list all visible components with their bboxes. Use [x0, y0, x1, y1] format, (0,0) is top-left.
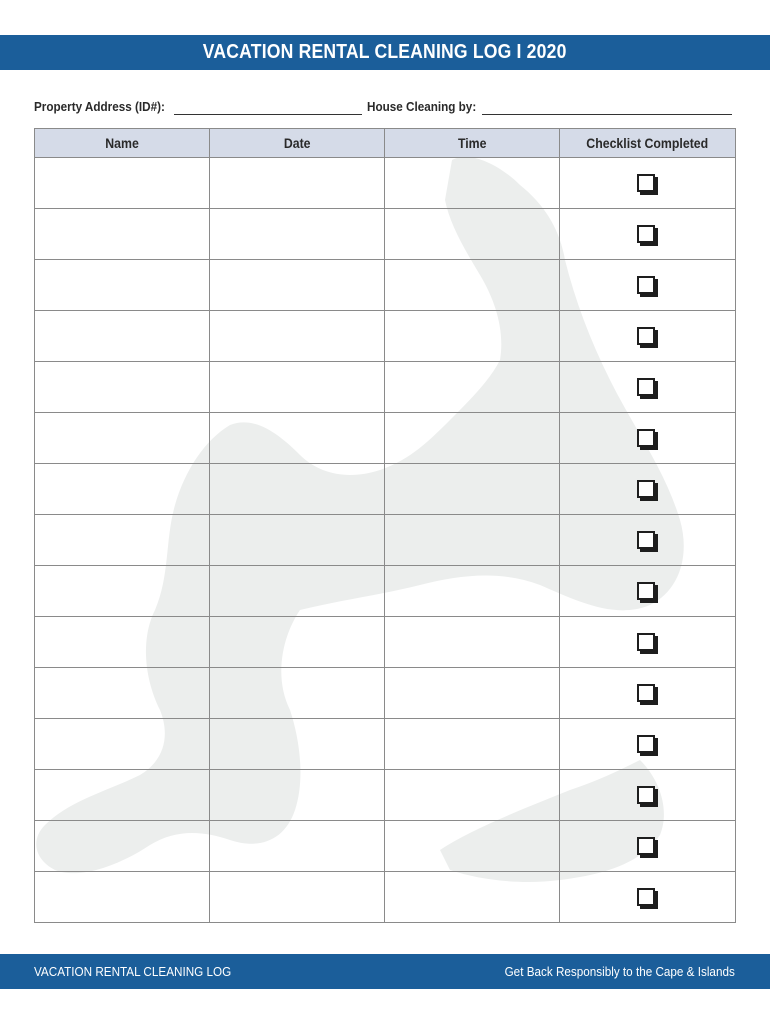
date-cell[interactable] [210, 260, 385, 311]
name-cell[interactable] [35, 821, 210, 872]
checkbox-icon[interactable] [637, 327, 655, 345]
time-cell[interactable] [385, 413, 560, 464]
table-row [35, 515, 736, 566]
table-row [35, 668, 736, 719]
checklist-cell [560, 617, 736, 668]
date-cell[interactable] [210, 464, 385, 515]
checkbox-icon[interactable] [637, 735, 655, 753]
checklist-cell [560, 311, 736, 362]
name-cell[interactable] [35, 872, 210, 923]
table-row [35, 617, 736, 668]
checklist-cell [560, 668, 736, 719]
checkbox-icon[interactable] [637, 633, 655, 651]
checklist-cell [560, 515, 736, 566]
checklist-cell [560, 158, 736, 209]
name-cell[interactable] [35, 668, 210, 719]
time-cell[interactable] [385, 770, 560, 821]
time-cell[interactable] [385, 209, 560, 260]
checkbox-icon[interactable] [637, 429, 655, 447]
time-cell[interactable] [385, 668, 560, 719]
checklist-cell [560, 770, 736, 821]
table-row [35, 770, 736, 821]
date-cell[interactable] [210, 413, 385, 464]
time-cell[interactable] [385, 872, 560, 923]
checklist-cell [560, 413, 736, 464]
name-cell[interactable] [35, 566, 210, 617]
checklist-cell [560, 821, 736, 872]
time-cell[interactable] [385, 617, 560, 668]
house-cleaning-label: House Cleaning by: [367, 99, 477, 114]
time-cell[interactable] [385, 362, 560, 413]
table-row [35, 311, 736, 362]
time-cell[interactable] [385, 566, 560, 617]
checkbox-icon[interactable] [637, 378, 655, 396]
property-address-label: Property Address (ID#): [34, 99, 165, 114]
column-header-name: Name [35, 129, 210, 158]
checkbox-icon[interactable] [637, 276, 655, 294]
checkbox-icon[interactable] [637, 582, 655, 600]
form-fields [34, 99, 734, 117]
date-cell[interactable] [210, 719, 385, 770]
checklist-cell [560, 872, 736, 923]
column-header-checklist: Checklist Completed [560, 129, 736, 158]
column-header-date: Date [210, 129, 385, 158]
checklist-cell [560, 719, 736, 770]
checklist-cell [560, 209, 736, 260]
checkbox-icon[interactable] [637, 786, 655, 804]
time-cell[interactable] [385, 464, 560, 515]
footer-title: VACATION RENTAL CLEANING LOG [34, 964, 232, 979]
date-cell[interactable] [210, 158, 385, 209]
checklist-cell [560, 566, 736, 617]
checklist-cell [560, 362, 736, 413]
checklist-cell [560, 464, 736, 515]
name-cell[interactable] [35, 719, 210, 770]
name-cell[interactable] [35, 362, 210, 413]
table-row [35, 413, 736, 464]
checkbox-icon[interactable] [637, 837, 655, 855]
date-cell[interactable] [210, 872, 385, 923]
time-cell[interactable] [385, 311, 560, 362]
date-cell[interactable] [210, 362, 385, 413]
name-cell[interactable] [35, 158, 210, 209]
date-cell[interactable] [210, 770, 385, 821]
cleaning-log-table [34, 128, 736, 923]
date-cell[interactable] [210, 515, 385, 566]
page-title: VACATION RENTAL CLEANING LOG I 2020 [203, 41, 567, 63]
name-cell[interactable] [35, 515, 210, 566]
table-row [35, 821, 736, 872]
table-row [35, 464, 736, 515]
table-row [35, 719, 736, 770]
footer-tagline: Get Back Responsibly to the Cape & Islands [504, 964, 735, 979]
date-cell[interactable] [210, 821, 385, 872]
table-row [35, 566, 736, 617]
name-cell[interactable] [35, 464, 210, 515]
house-cleaning-field[interactable] [482, 114, 732, 115]
time-cell[interactable] [385, 158, 560, 209]
table-row [35, 260, 736, 311]
name-cell[interactable] [35, 311, 210, 362]
name-cell[interactable] [35, 770, 210, 821]
title-banner [0, 35, 770, 70]
table-row [35, 872, 736, 923]
property-address-field[interactable] [174, 114, 362, 115]
date-cell[interactable] [210, 668, 385, 719]
checkbox-icon[interactable] [637, 480, 655, 498]
time-cell[interactable] [385, 515, 560, 566]
checkbox-icon[interactable] [637, 225, 655, 243]
date-cell[interactable] [210, 311, 385, 362]
checklist-cell [560, 260, 736, 311]
footer-banner [0, 954, 770, 989]
date-cell[interactable] [210, 566, 385, 617]
time-cell[interactable] [385, 260, 560, 311]
checkbox-icon[interactable] [637, 174, 655, 192]
name-cell[interactable] [35, 617, 210, 668]
table-row [35, 362, 736, 413]
name-cell[interactable] [35, 209, 210, 260]
checkbox-icon[interactable] [637, 531, 655, 549]
name-cell[interactable] [35, 260, 210, 311]
table-row [35, 158, 736, 209]
checkbox-icon[interactable] [637, 888, 655, 906]
date-cell[interactable] [210, 617, 385, 668]
time-cell[interactable] [385, 821, 560, 872]
date-cell[interactable] [210, 209, 385, 260]
name-cell[interactable] [35, 413, 210, 464]
table-row [35, 209, 736, 260]
checkbox-icon[interactable] [637, 684, 655, 702]
column-header-time: Time [385, 129, 560, 158]
table-header-row [35, 129, 736, 158]
time-cell[interactable] [385, 719, 560, 770]
